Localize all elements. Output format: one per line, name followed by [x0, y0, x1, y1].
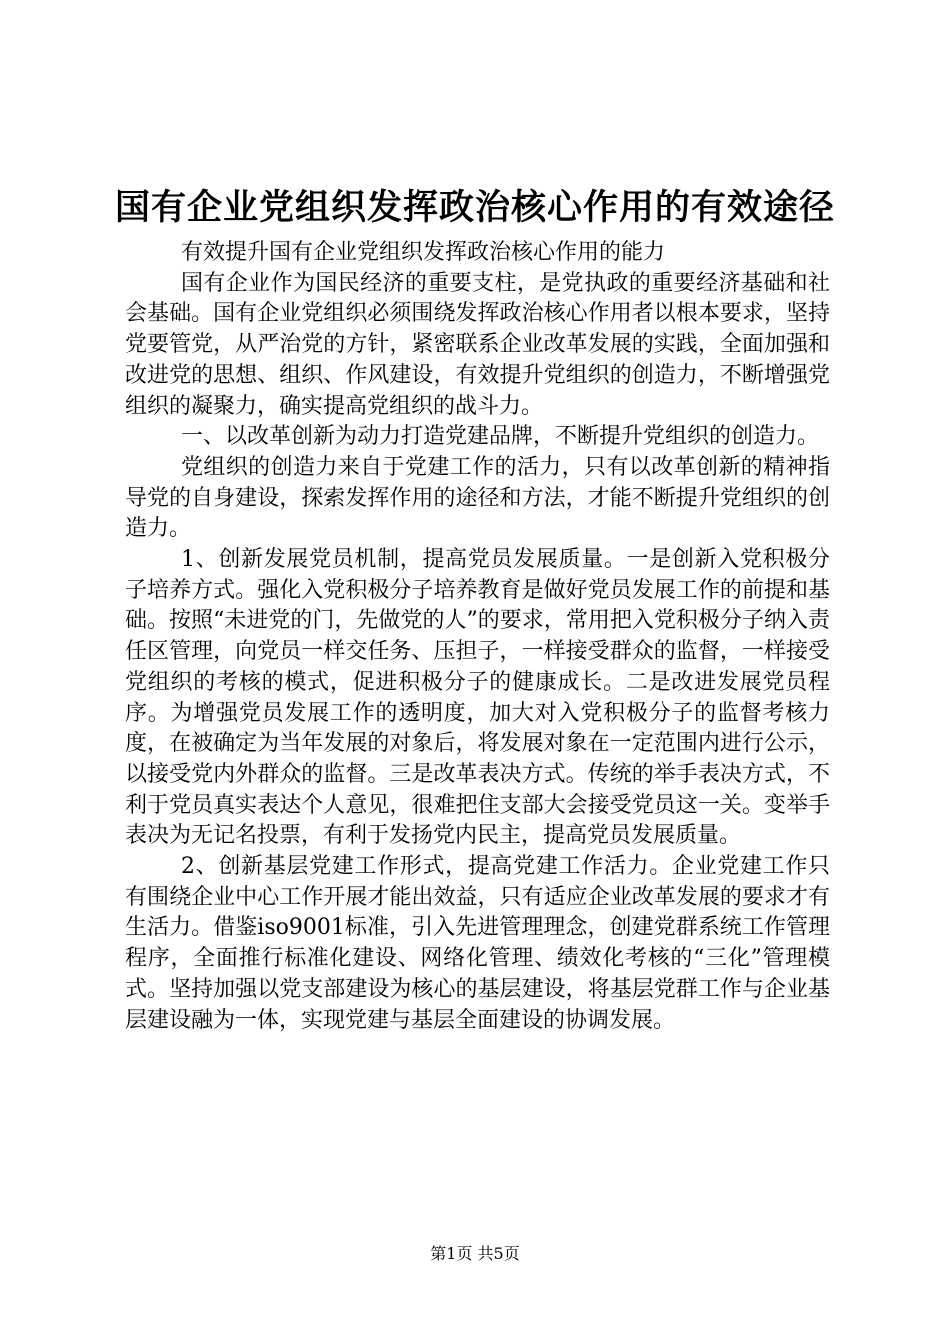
paragraph-section-heading: 一、以改革创新为动力打造党建品牌，不断提升党组织的创造力。 — [181, 424, 820, 450]
document-body — [125, 238, 830, 1036]
paragraph-intro: 国有企业作为国民经济的重要支柱，是党执政的重要经济基础和社会基础。国有企业党组织必须围绕发挥政治核心作用者以根本要求，坚持党要管党，从严治党的方针，紧密联系企业改革发展的实践，全面加强和改进党的思想、组织、作风建设，有效提升党组织的创造力，不断增强党组织的凝聚力，确实提高党组织的战斗力。 — [125, 270, 830, 419]
document-title: 国有企业党组织发挥政治核心作用的有效途径 — [114, 187, 835, 228]
page-number-footer: 第1页 共5页 — [430, 1244, 520, 1263]
paragraph-subtitle: 有效提升国有企业党组织发挥政治核心作用的能力 — [181, 240, 666, 265]
paragraph-item-2: 2、创新基层党建工作形式，提高党建工作活力。企业党建工作只有围绕企业中心工作开展才能出效益，只有适应企业改革发展的要求才有生活力。借鉴iso9001标准，引入先进管理理念，创建党群系统工作管理程序，全面推行标准化建设、网络化管理、绩效化考核的“三化”管理模式。坚持加强以党支部建设为核心的基层建设，将基层党群工作与企业基层建设融为一体，实现党建与基层全面建设的协调发展。 — [125, 854, 830, 1033]
paragraph-section-intro: 党组织的创造力来自于党建工作的活力，只有以改革创新的精神指导党的自身建设，探索发挥作用的途径和方法，才能不断提升党组织的创造力。 — [125, 454, 830, 542]
paragraph-item-1: 1、创新发展党员机制，提高党员发展质量。一是创新入党积极分子培养方式。强化入党积极分子培养教育是做好党员发展工作的前提和基础。按照“未进党的门，先做党的人”的要求，常用把入党积极分子纳入责任区管理，向党员一样交任务、压担子，一样接受群众的监督，一样接受党组织的考核的模式，促进积极分子的健康成长。二是改进发展党员程序。为增强党员发展工作的透明度，加大对入党积极分子的监督考核力度，在被确定为当年发展的对象后，将发展对象在一定范围内进行公示，以接受党内外群众的监督。三是改革表决方式。传统的举手表决方式，不利于党员真实表达个人意见，很难把住支部大会接受党员这一关。变举手表决为无记名投票，有利于发扬党内民主，提高党员发展质量。 — [125, 547, 830, 849]
